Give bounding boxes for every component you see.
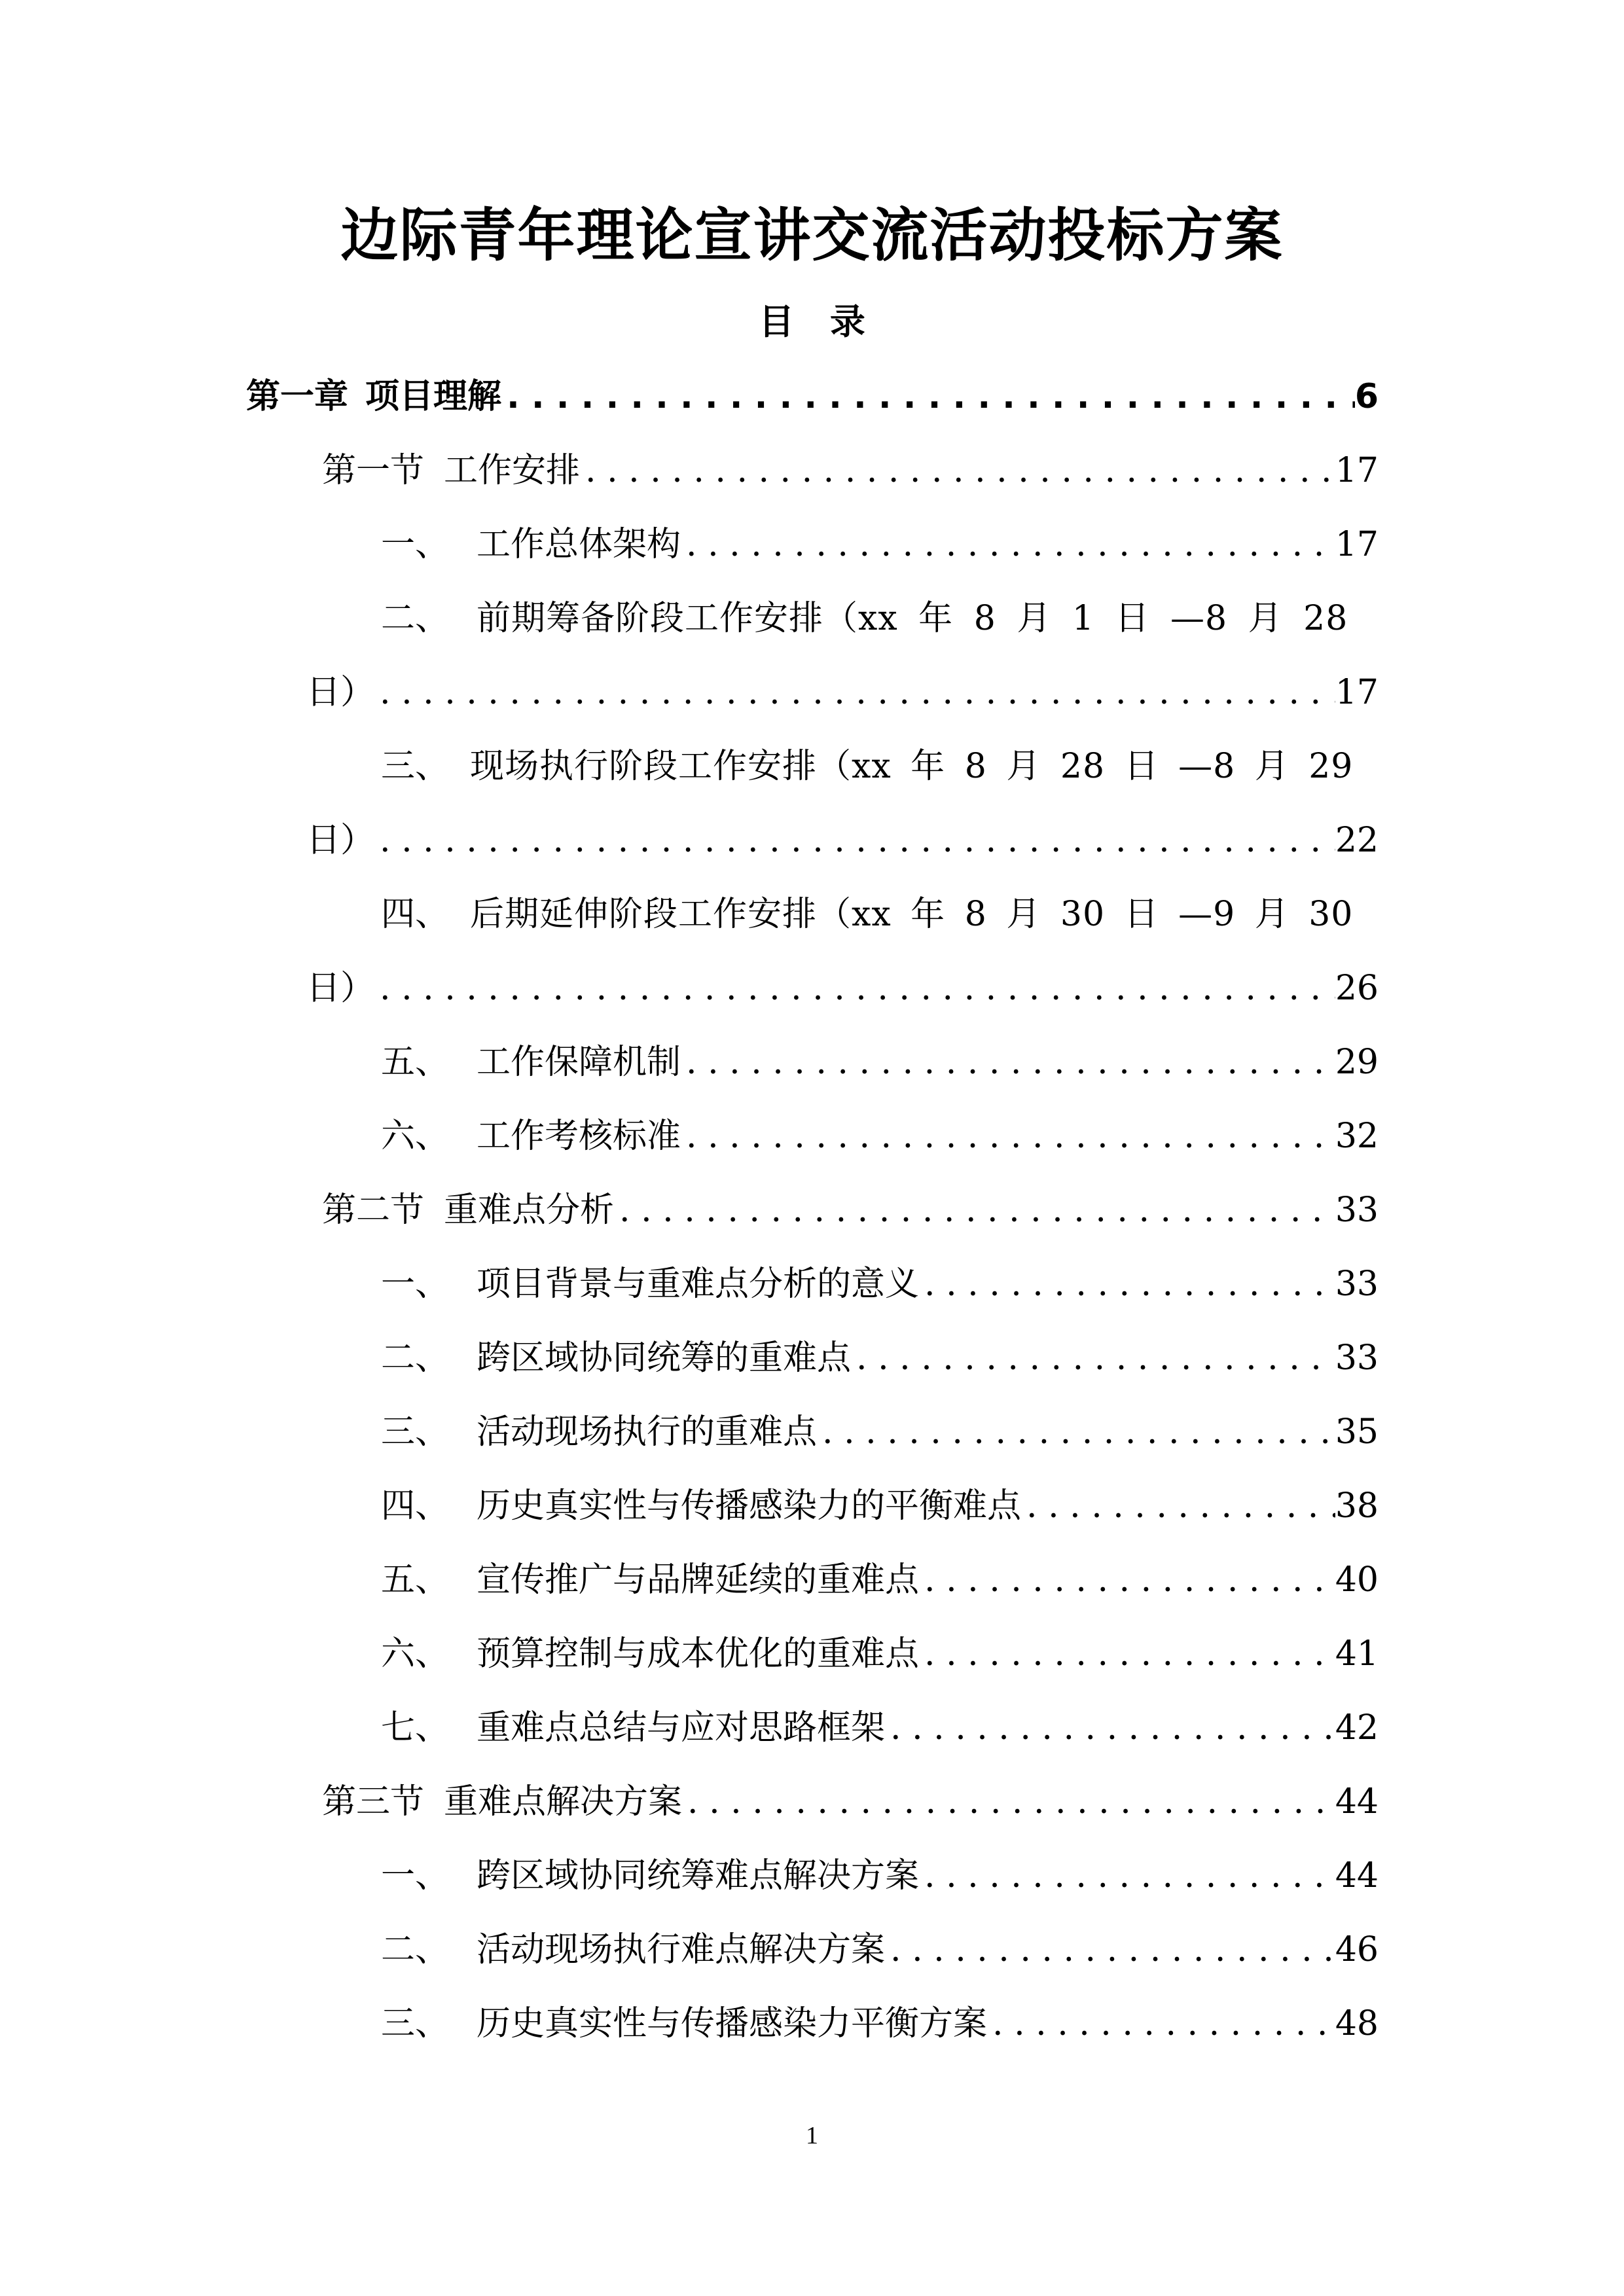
- toc-entry-item[interactable]: [381, 1032, 1379, 1092]
- toc-leader-dots: [501, 367, 1355, 427]
- toc-leader-dots: [681, 514, 1335, 575]
- toc-leader-dots: [681, 1106, 1335, 1166]
- toc-entry-section-1[interactable]: [322, 440, 1379, 501]
- toc-entry-page: 48: [1335, 2004, 1379, 2043]
- toc-entry-number: 三、: [381, 2004, 450, 2043]
- toc-entry-item[interactable]: [381, 1994, 1379, 2054]
- toc-entry-number: 四、: [381, 895, 450, 934]
- toc-entry-page: 44: [1335, 1856, 1379, 1895]
- toc-entry-text: 历史真实性与传播感染力平衡方案: [477, 2004, 988, 2043]
- toc-entry-number: 二、: [381, 1338, 450, 1378]
- toc-entry-page: 26: [1335, 969, 1379, 1008]
- toc-entry-text: 工作考核标准: [477, 1117, 681, 1156]
- toc-entry-number: 六、: [381, 1634, 450, 1674]
- toc-entry-text: 工作保障机制: [477, 1043, 681, 1082]
- toc-entry-number: 第三节: [322, 1782, 425, 1821]
- toc-entry-item[interactable]: [381, 1550, 1379, 1610]
- toc-entry-item-wrapped[interactable]: [381, 588, 1379, 649]
- toc-leader-dots: [374, 810, 1335, 870]
- toc-entry-number: 三、: [381, 747, 450, 786]
- toc-entry-text: 后期延伸阶段工作安排（xx 年 8 月 30 日 —9 月 30: [470, 895, 1354, 934]
- toc-entry-number: 五、: [381, 1560, 450, 1600]
- toc-entry-item-continuation[interactable]: [306, 662, 1379, 723]
- toc-leader-dots: [817, 1402, 1335, 1462]
- toc-entry-item-continuation[interactable]: [306, 810, 1379, 870]
- toc-entry-item[interactable]: [381, 1328, 1379, 1388]
- toc-entry-page: 22: [1335, 821, 1379, 860]
- toc-entry-text: 历史真实性与传播感染力的平衡难点: [477, 1486, 1022, 1526]
- toc-leader-dots: [374, 958, 1335, 1018]
- toc-entry-text: 重难点分析: [444, 1191, 615, 1230]
- toc-entry-number: 第一节: [322, 451, 425, 490]
- toc-leader-dots: [682, 1772, 1335, 1832]
- toc-entry-page: 38: [1335, 1486, 1379, 1526]
- toc-entry-page: 46: [1335, 1930, 1379, 1969]
- toc-entry-number: 一、: [381, 1265, 450, 1304]
- toc-entry-number: 六、: [381, 1117, 450, 1156]
- toc-leader-dots: [1021, 1476, 1335, 1536]
- page-number: 1: [806, 2122, 818, 2149]
- toc-entry-page: 17: [1335, 673, 1379, 712]
- toc-entry-item-wrapped[interactable]: [381, 884, 1379, 944]
- toc-entry-page: 42: [1335, 1708, 1379, 1748]
- toc-entry-text: 重难点总结与应对思路框架: [477, 1708, 886, 1748]
- toc-entry-page: 33: [1335, 1191, 1379, 1230]
- toc-entry-number: 二、: [381, 599, 450, 638]
- toc-entry-text: 工作安排: [444, 451, 581, 490]
- toc-entry-number: 第一章: [246, 377, 349, 416]
- toc-entry-number: 第二节: [322, 1191, 425, 1230]
- toc-entry-text: 跨区域协同统筹难点解决方案: [477, 1856, 920, 1895]
- toc-entry-number: 一、: [381, 525, 450, 564]
- toc-leader-dots: [885, 1698, 1335, 1758]
- toc-leader-dots: [919, 1550, 1335, 1610]
- toc-leader-dots: [919, 1846, 1335, 1906]
- toc-entry-text: 活动现场执行的重难点: [477, 1412, 818, 1452]
- toc-entry-page: 40: [1335, 1560, 1379, 1600]
- toc-entry-item-wrapped[interactable]: [381, 736, 1379, 797]
- toc-entry-page: 35: [1335, 1412, 1379, 1452]
- toc-entry-page: 33: [1335, 1338, 1379, 1378]
- toc-leader-dots: [374, 662, 1335, 723]
- toc-entry-text: 宣传推广与品牌延续的重难点: [477, 1560, 920, 1600]
- toc-entry-number: 三、: [381, 1412, 450, 1452]
- toc-entry-item[interactable]: [381, 1254, 1379, 1314]
- toc-entry-text: 预算控制与成本优化的重难点: [477, 1634, 920, 1674]
- toc-entry-page: 32: [1335, 1117, 1379, 1156]
- toc-entry-text: 重难点解决方案: [444, 1782, 683, 1821]
- toc-entry-number: 七、: [381, 1708, 450, 1748]
- toc-entry-item[interactable]: [381, 514, 1379, 575]
- toc-entry-text: 跨区域协同统筹的重难点: [477, 1338, 852, 1378]
- toc-entry-number: 四、: [381, 1486, 450, 1526]
- toc-entry-text: 活动现场执行难点解决方案: [477, 1930, 886, 1969]
- toc-entry-section-3[interactable]: [322, 1772, 1379, 1832]
- toc-entry-text: 日）: [306, 821, 375, 860]
- toc-entry-page: 29: [1335, 1043, 1379, 1082]
- toc-entry-page: 6: [1354, 377, 1379, 416]
- toc-leader-dots: [851, 1328, 1335, 1388]
- toc-entry-number: 二、: [381, 1930, 450, 1969]
- toc-heading: 目 录: [759, 301, 865, 342]
- toc-leader-dots: [580, 440, 1335, 501]
- toc-entry-item[interactable]: [381, 1476, 1379, 1536]
- toc-entry-page: 17: [1335, 525, 1379, 564]
- toc-entry-text: 现场执行阶段工作安排（xx 年 8 月 28 日 —8 月 29: [470, 747, 1354, 786]
- toc-entry-text: 日）: [306, 969, 375, 1008]
- toc-leader-dots: [919, 1624, 1335, 1684]
- toc-entry-item[interactable]: [381, 1920, 1379, 1980]
- toc-entry-page: 41: [1335, 1634, 1379, 1674]
- toc-entry-text: 工作总体架构: [477, 525, 681, 564]
- toc-entry-item[interactable]: [381, 1624, 1379, 1684]
- toc-leader-dots: [681, 1032, 1335, 1092]
- toc-entry-chapter-1[interactable]: [246, 367, 1379, 427]
- toc-entry-item-continuation[interactable]: [306, 958, 1379, 1018]
- toc-entry-text: 项目背景与重难点分析的意义: [477, 1265, 920, 1304]
- toc-entry-number: 一、: [381, 1856, 450, 1895]
- toc-entry-item[interactable]: [381, 1698, 1379, 1758]
- toc-entry-page: 44: [1335, 1782, 1379, 1821]
- toc-entry-item[interactable]: [381, 1106, 1379, 1166]
- toc-entry-item[interactable]: [381, 1402, 1379, 1462]
- toc-entry-text: 项目理解: [365, 377, 502, 416]
- toc-entry-text: 前期筹备阶段工作安排（xx 年 8 月 1 日 —8 月 28: [477, 599, 1348, 638]
- toc-entry-page: 17: [1335, 451, 1379, 490]
- toc-leader-dots: [987, 1994, 1335, 2054]
- toc-entry-text: 日）: [306, 673, 375, 712]
- toc-entry-item[interactable]: [381, 1846, 1379, 1906]
- toc-entry-page: 33: [1335, 1265, 1379, 1304]
- toc-entry-section-2[interactable]: [322, 1180, 1379, 1240]
- document-title: 边际青年理论宣讲交流活动投标方案: [340, 202, 1284, 269]
- toc-entry-number: 五、: [381, 1043, 450, 1082]
- toc-leader-dots: [614, 1180, 1335, 1240]
- toc-leader-dots: [919, 1254, 1335, 1314]
- toc-leader-dots: [885, 1920, 1335, 1980]
